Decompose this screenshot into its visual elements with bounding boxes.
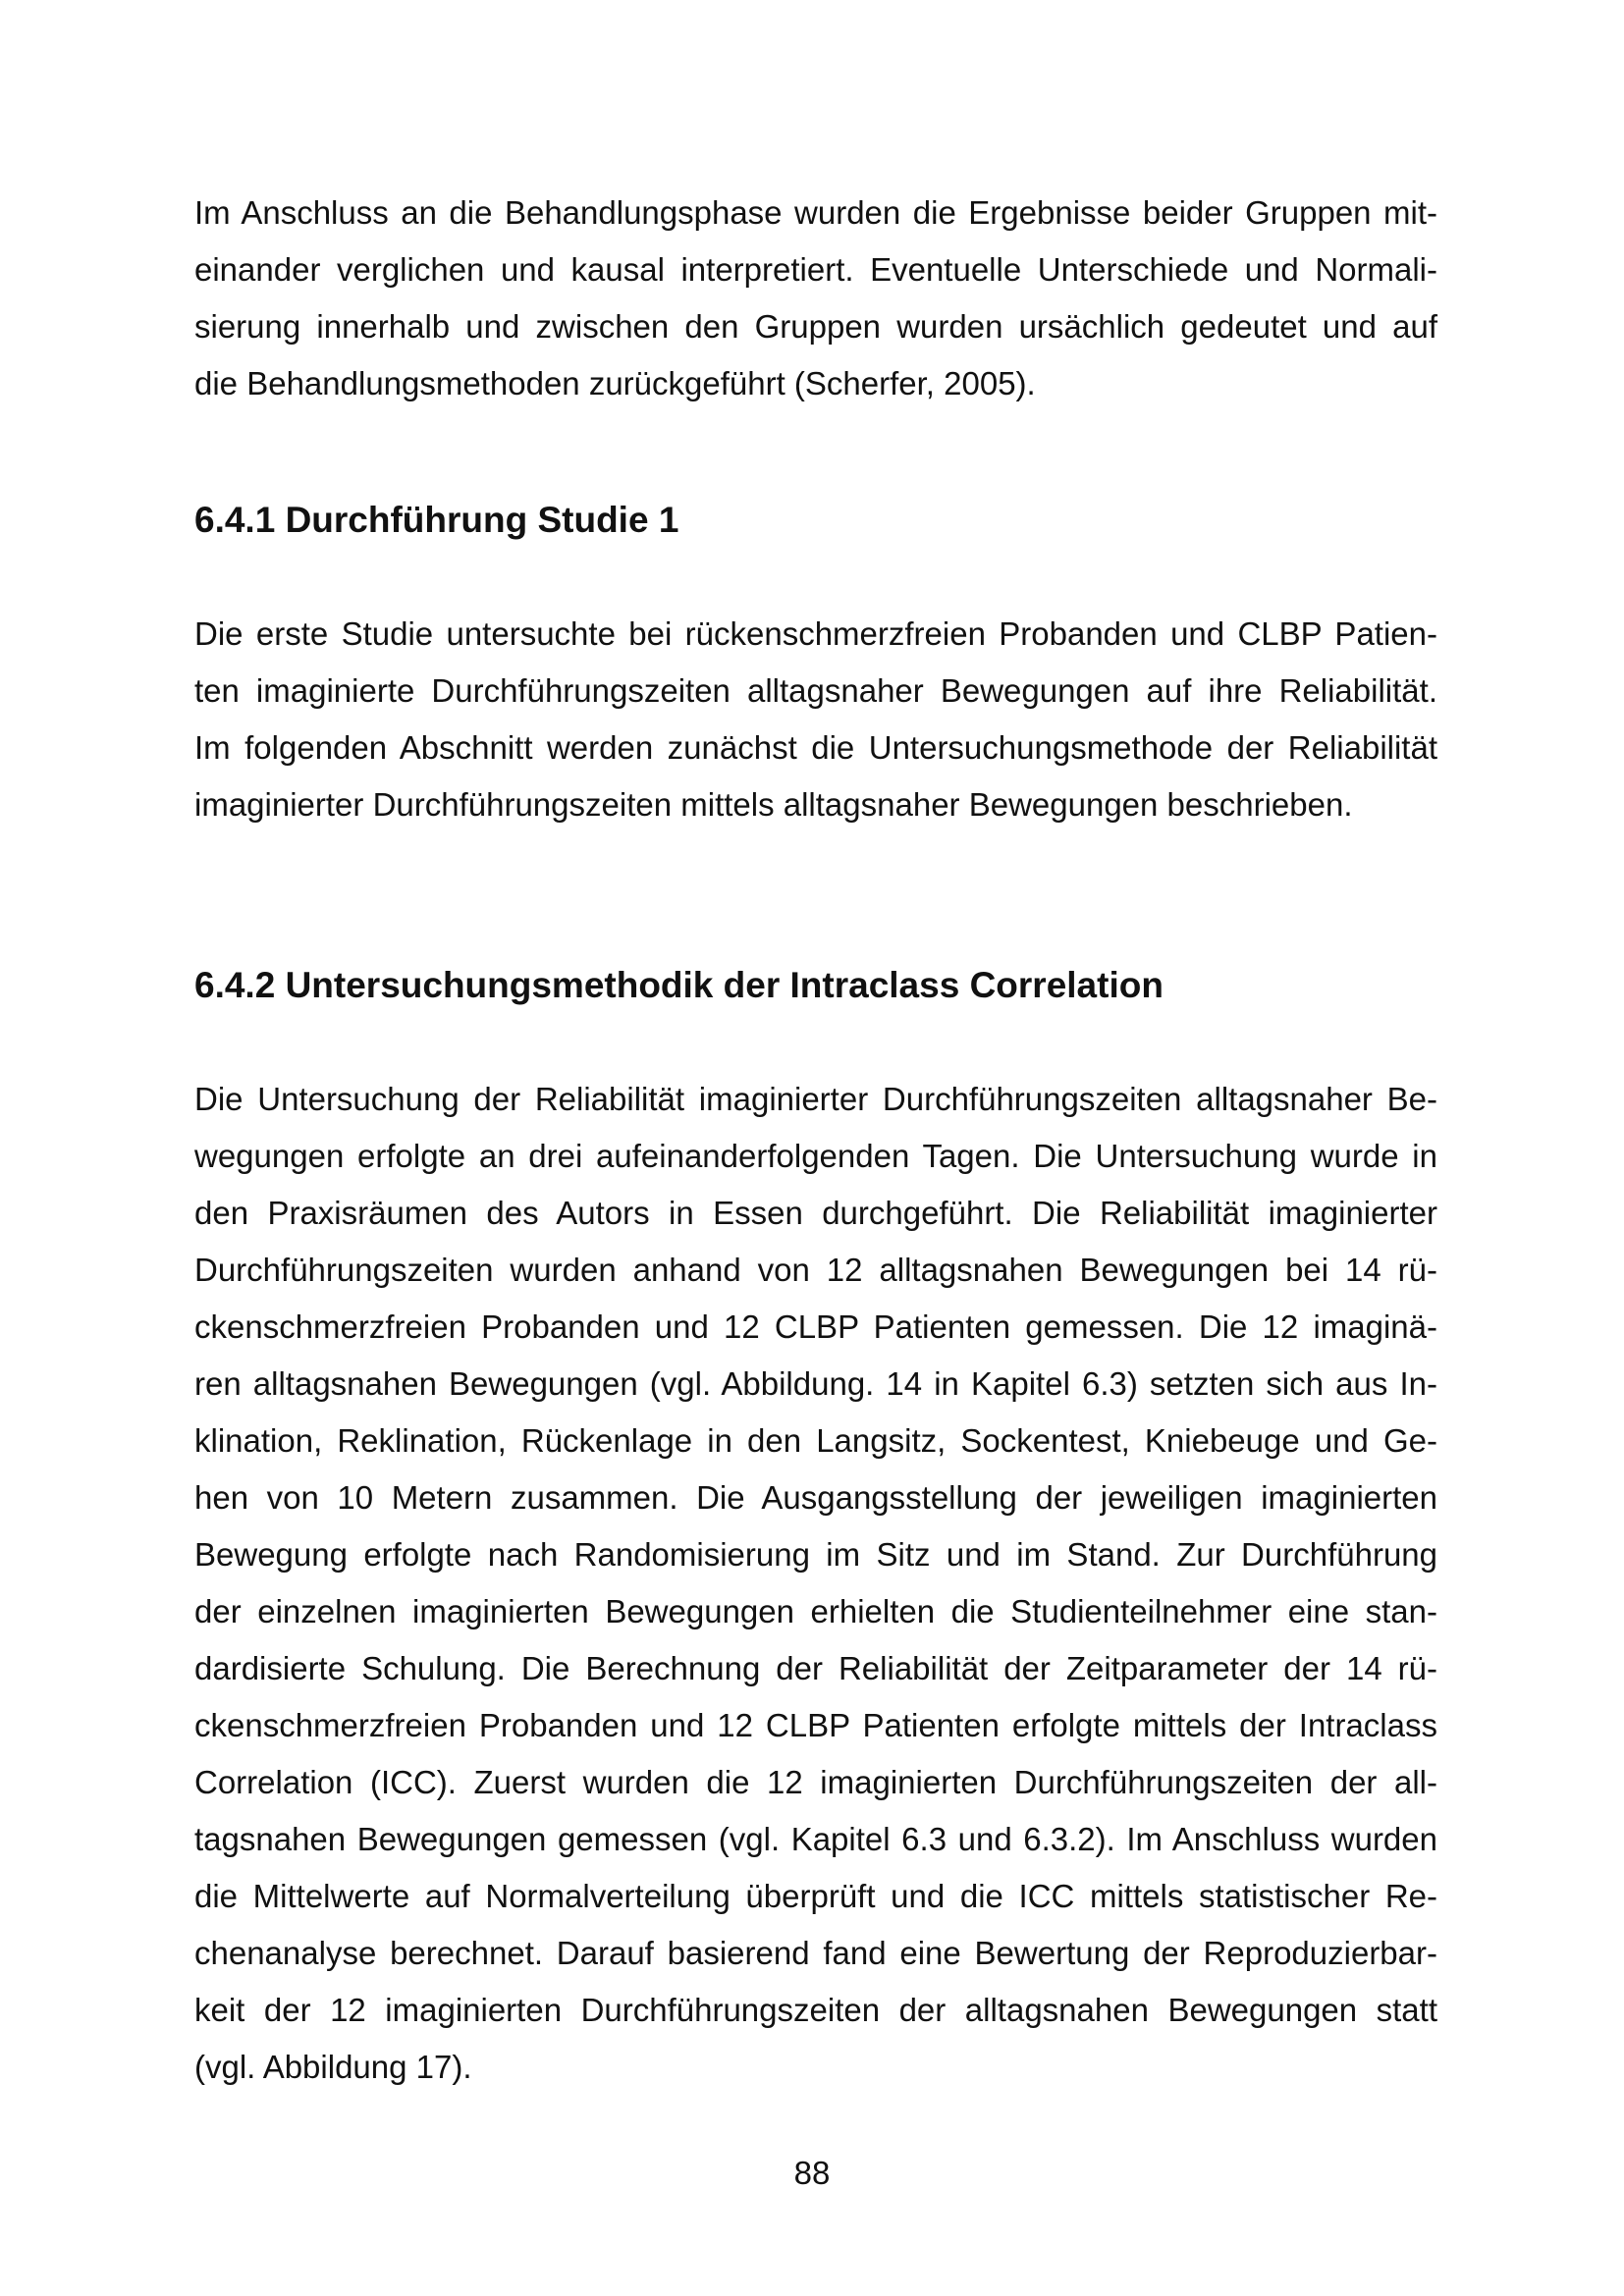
section-heading: 6.4.2 Untersuchungsmethodik der Intraclass Correlation [194, 965, 1164, 1005]
paragraph-line: der einzelnen imaginierten Bewegungen erhielten die Studienteilnehmer eine stan- [194, 1593, 1437, 1629]
paragraph-line: wegungen erfolgte an drei aufeinanderfolgenden Tagen. Die Untersuchung wurde in [194, 1138, 1437, 1174]
paragraph-line: ckenschmerzfreien Probanden und 12 CLBP Patienten gemessen. Die 12 imaginä- [194, 1308, 1437, 1345]
section-heading: 6.4.1 Durchführung Studie 1 [194, 500, 679, 540]
paragraph-line: Correlation (ICC). Zuerst wurden die 12 imaginierten Durchführungszeiten der all- [194, 1764, 1437, 1800]
paragraph-line: Im Anschluss an die Behandlungsphase wurden die Ergebnisse beider Gruppen mit- [194, 194, 1437, 231]
paragraph-line: einander verglichen und kausal interpretiert. Eventuelle Unterschiede und Normali- [194, 251, 1437, 288]
paragraph-line: imaginierter Durchführungszeiten mittels alltagsnaher Bewegungen beschrieben. [194, 786, 1353, 823]
paragraph-line: sierung innerhalb und zwischen den Gruppen wurden ursächlich gedeutet und auf [194, 308, 1437, 345]
paragraph-line: dardisierte Schulung. Die Berechnung der Reliabilität der Zeitparameter der 14 rü- [194, 1650, 1437, 1686]
paragraph-line: Die Untersuchung der Reliabilität imaginierter Durchführungszeiten alltagsnaher Be- [194, 1081, 1437, 1117]
page-number: 88 [793, 2155, 831, 2191]
paragraph-line: Die erste Studie untersuchte bei rückenschmerzfreien Probanden und CLBP Patien- [194, 615, 1437, 652]
paragraph-line: ten imaginierte Durchführungszeiten alltagsnaher Bewegungen auf ihre Reliabilität. [194, 672, 1437, 709]
paragraph-line: hen von 10 Metern zusammen. Die Ausgangsstellung der jeweiligen imaginierten [194, 1479, 1437, 1516]
paragraph-line: Bewegung erfolgte nach Randomisierung im Sitz und im Stand. Zur Durchführung [194, 1536, 1437, 1573]
paragraph-line: Im folgenden Abschnitt werden zunächst die Untersuchungsmethode der Reliabilität [194, 729, 1437, 766]
paragraph-line: ren alltagsnahen Bewegungen (vgl. Abbildung. 14 in Kapitel 6.3) setzten sich aus In- [194, 1365, 1437, 1402]
paragraph-line: Durchführungszeiten wurden anhand von 12 alltagsnahen Bewegungen bei 14 rü- [194, 1252, 1437, 1288]
paragraph-line: (vgl. Abbildung 17). [194, 2049, 472, 2085]
paragraph-line: chenanalyse berechnet. Darauf basierend fand eine Bewertung der Reproduzierbar- [194, 1935, 1437, 1971]
paragraph-line: keit der 12 imaginierten Durchführungszeiten der alltagsnahen Bewegungen statt [194, 1992, 1437, 2028]
paragraph-line: tagsnahen Bewegungen gemessen (vgl. Kapitel 6.3 und 6.3.2). Im Anschluss wurden [194, 1821, 1437, 1857]
paragraph-line: den Praxisräumen des Autors in Essen durchgeführt. Die Reliabilität imaginierter [194, 1195, 1437, 1231]
paragraph-line: die Mittelwerte auf Normalverteilung überprüft und die ICC mittels statistischer Re- [194, 1878, 1437, 1914]
paragraph-line: die Behandlungsmethoden zurückgeführt (Scherfer, 2005). [194, 365, 1036, 401]
paragraph-line: ckenschmerzfreien Probanden und 12 CLBP Patienten erfolgte mittels der Intraclass [194, 1707, 1437, 1743]
paragraph-line: klination, Reklination, Rückenlage in den Langsitz, Sockentest, Kniebeuge und Ge- [194, 1422, 1437, 1459]
